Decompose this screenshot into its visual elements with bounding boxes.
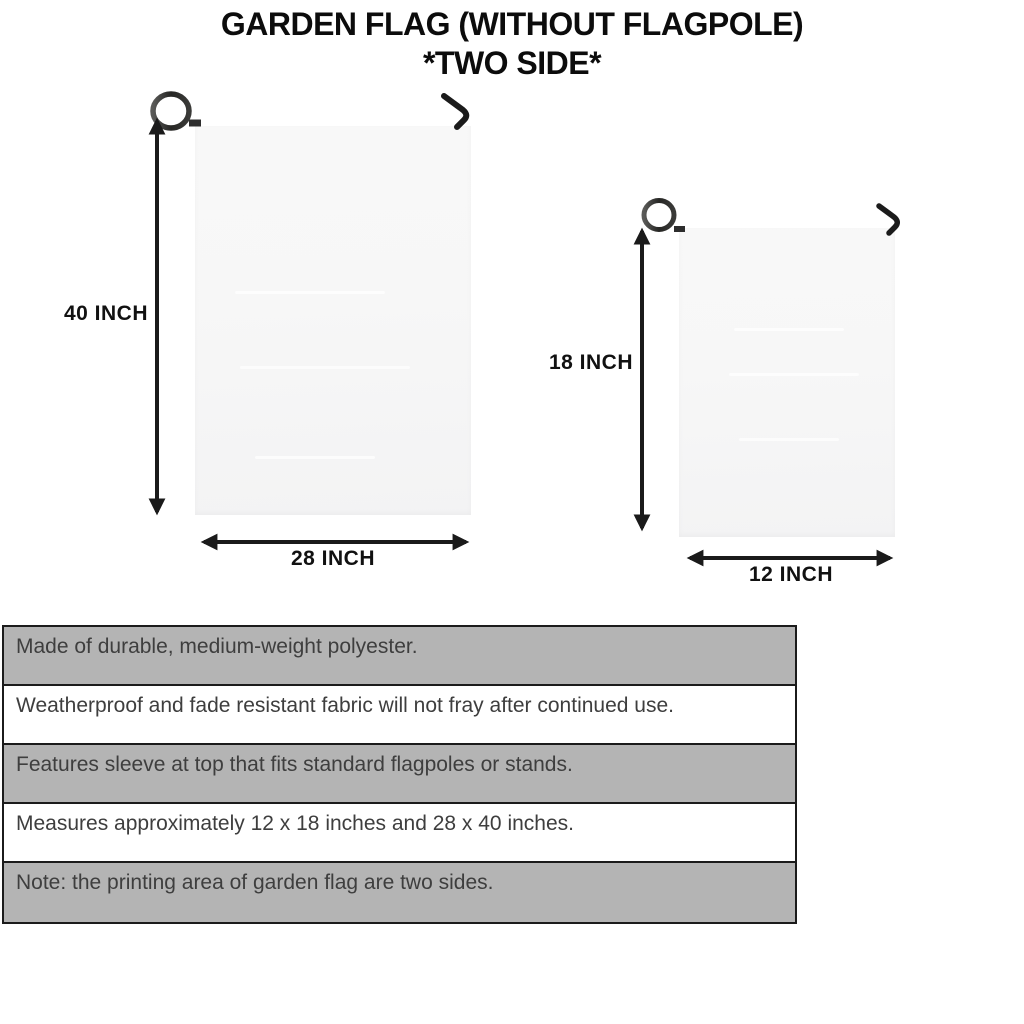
- spec-table: [2, 625, 797, 924]
- spec-row-note: Note: the printing area of garden flag are two sides.: [4, 863, 795, 922]
- large-flag-hook: [444, 96, 466, 127]
- page-title: GARDEN FLAG (WITHOUT FLAGPOLE): [220, 6, 804, 42]
- spec-row-weatherproof: Weatherproof and fade resistant fabric will not fray after continued use.: [4, 686, 795, 745]
- small-flag-hook: [879, 206, 897, 233]
- large-flag-height-label: 40 INCH: [63, 302, 149, 325]
- small-flag-height-label: 18 INCH: [548, 351, 634, 374]
- small-flag-pole-loop: [644, 201, 674, 230]
- spec-row-sleeve: Features sleeve at top that fits standard flagpoles or stands.: [4, 745, 795, 804]
- spec-row-measurements: Measures approximately 12 x 18 inches and 28 x 40 inches.: [4, 804, 795, 863]
- large-flag-width-label: 28 INCH: [290, 547, 376, 570]
- page-subtitle: *TWO SIDE*: [422, 45, 602, 81]
- small-flag-width-label: 12 INCH: [748, 563, 834, 586]
- spec-row-material: Made of durable, medium-weight polyester.: [4, 627, 795, 686]
